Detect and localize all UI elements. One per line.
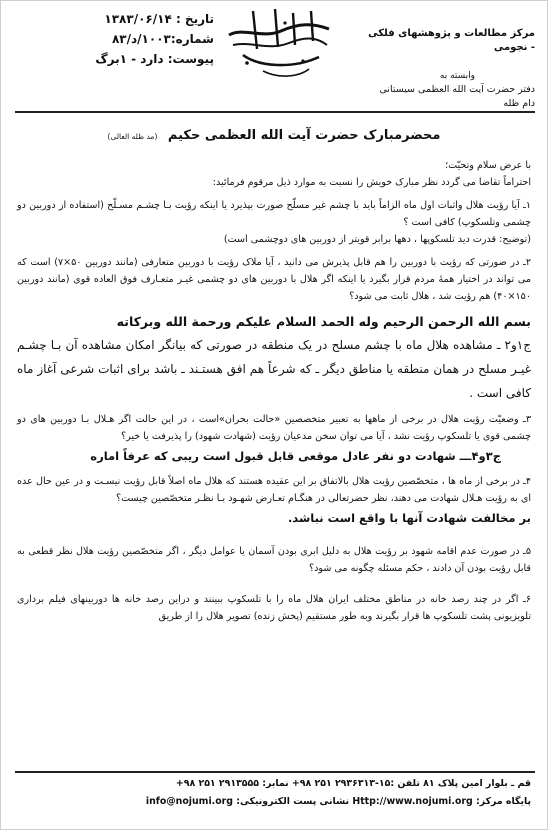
answer-3-4-continued: بر مخالفت شهادت آنها با واقع است نباشد. (287, 511, 531, 525)
footer-web: پایگاه مرکز: Http://www.nojumi.org نشانی پست الکترونیکی: info@nojumi.org (145, 796, 531, 807)
question-3: ۳ـ وضعیّت رؤیت هلال در برخی از ماهها به تعبیر متخصصین «حالت بحران»است ، در این حالت اگر هـلال بـا دوربین های دو چشمی قوی یا تلسکوپ رؤیت نشد ، آیا می توان سخن مدعیان رؤیت (شهادت شهود) را پذیرفت یا خیر؟ (17, 414, 531, 442)
footer-divider (15, 771, 535, 773)
answer-3-4-row (17, 445, 531, 467)
letterhead (1, 1, 548, 113)
footer (17, 775, 531, 811)
letter-body (17, 125, 531, 625)
org-affiliation: دفتر حضرت آیت الله العظمی سیستانی دام ظله (379, 84, 535, 109)
question-1: ۱ـ آیا رؤیت هلال واثبات اول ماه الزاماً باید با چشم غیر مسلّح صورت بپذیرد یا اینکه رؤیت بـا چشـم مسـلّح (استفاده از دوربین دو چشمی وتلسکوپ) کافی است ؟ (17, 200, 531, 228)
answer-header: بسم الله الرحمن الرحيم وله الحمد السلام عليكم ورحمة الله وبركاته (116, 314, 531, 329)
intro: احتراماً تقاضا می گردد نظر مبارک خویش را نسبت به موارد ذیل مرقوم فرمائید: (212, 177, 531, 188)
addressee: محضرمبارک حضرت آیت الله العظمی حکیم (167, 128, 441, 143)
answer-1-2: ج۱و۲ ـ مشاهده هلال ماه با چشم مسلح در یک منطقه در صورتی که بیانگر امکان مشاهده آن بـا چشـم غیـر مسلح در همان منطقه یا مناطق دیگر ـ که شرعاً هم افق هستـند ـ باشد برای اثبات شرعی آغاز ماه کافی است . (17, 338, 531, 400)
org-affiliation-label: وابسته به (439, 71, 475, 81)
addressee-line (17, 125, 531, 147)
question-5: ۵ـ در صورت عدم اقامه شهود بر رؤیت هلال به دلیل ابری بودن آسمان یا عوامل دیگر ، اگر متخصّصین رؤیت هلال نظر قطعی به قابل رؤیت بودن آن دادند ، حکم مسئله چگونه می شود؟ (17, 546, 531, 574)
org-name: مرکز مطالعات و پژوهشهای فلکی - نجومی (368, 28, 535, 53)
answer-3-4: ج۳و۴ـــ شهادت دو نفر عادل موقعی قابل قبول است ریبی که عرفاً اماره (90, 449, 501, 463)
footer-address: قم ـ بلوار امین پلاک ۸۱ تلفن :۱۵-۲۹۳۶۳۱۳ ۲۵۱ ۹۸+ نمابر: ۲۹۱۳۵۵۵ ۲۵۱ ۹۸+ (175, 778, 531, 789)
question-6: ۶ـ اگر در چند رصد خانه در مناطق مختلف ایران هلال ماه را با تلسکوپ ببینند و دراین رصد خانه ها دوربینهای فیلم برداری تلویزیونی پشت تلسکوپ ها قرار بگیرند وبه طور مستقیم (پخش زنده) تصویر هلال را از طریق (17, 594, 531, 622)
letter-number: شماره:۱۰۰۳/د/۸۳ (111, 32, 214, 46)
header-divider (15, 111, 535, 113)
organization-block (365, 27, 535, 111)
question-2: ۲ـ در صورتی که رؤیت با دوربین را هم قابل پذیرش می دانید ، آیا ملاک رؤیت با دوربین متعارفی (مانند دوربین ۵۰×۷) است که می تواند در اختیار همهٔ مردم قرار بگیرد یا اینکه اگر هلال با دوربین های دو چشمی غیـر متعـارف فوق العاده قوی (مانند دوربین ۱۵۰×۴۰) هم رؤیت شد ، هلال ثابت می شود؟ (17, 257, 531, 302)
question-1-note: (توضیح: قدرت دید تلسکوپها ، دهها برابر قویتر از دوربین های دوچشمی است) (223, 234, 531, 245)
letter-date: تاریخ : ۱۳۸۳/۰۶/۱۴ (104, 12, 214, 26)
letter-attachment: پیوست: دارد - ۱برگ (95, 52, 214, 66)
basmala-calligraphy-logo (223, 5, 335, 83)
question-4: ۴ـ در برخی از ماه ها ، متخصّصین رؤیت هلال بالاتفاق بر این عقیده هستند که هلال ماه اصلاً قابل رؤیت نیسـت و در عین حال عده ای به رؤیت هـلال شهادت می دهند، نظر حضرتعالی در هنگـام تعـارض شهـود بـا نظـر متخصّصین چیست؟ (17, 476, 531, 504)
greeting: با عرض سلام وتحیّت؛ (445, 160, 531, 171)
reference-block (49, 9, 214, 69)
addressee-honorific: (مد ظله العالی) (107, 132, 158, 141)
